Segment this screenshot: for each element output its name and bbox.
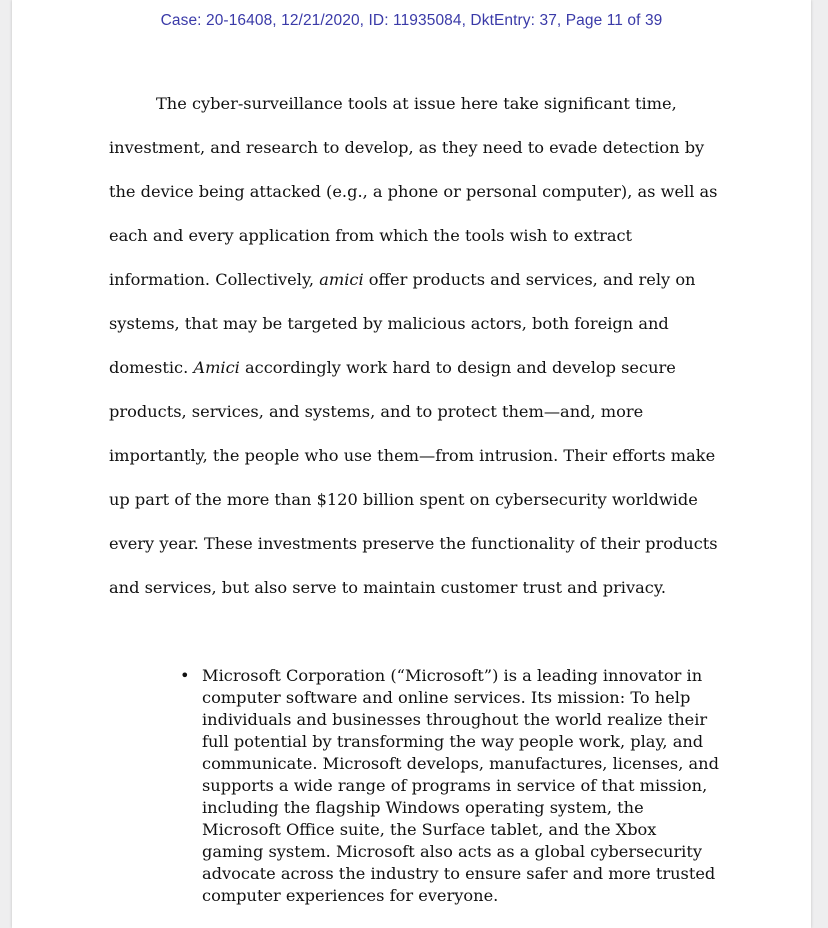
bullet-item-microsoft [180, 665, 722, 907]
document-page [12, 0, 811, 928]
case-header: Case: 20-16408, 12/21/2020, ID: 11935084, DktEntry: 37, Page 11 of 39 [160, 12, 663, 29]
paragraph-text-part-2: offer products and services, and rely on systems, that may be targeted by malicious actors, both foreign and domestic. [109, 270, 696, 377]
bullet-text: Microsoft Corporation (“Microsoft”) is a leading innovator in computer software and online services. Its mission: To help individuals and businesses throughout the world realize their full potential by transforming the way people work, play, and communicate. Microsoft develops, manufactures, licenses, and supports a wide range of programs in service of that mission, including the flagship Windows operating system, the Microsoft Office suite, the Surface tablet, and the Xbox gaming system. Microsoft also acts as a global cybersecurity advocate across the industry to ensure safer and more trusted computer experiences for everyone. [202, 666, 719, 905]
paragraph-italic-amici: amici [319, 270, 364, 289]
bullet-point-icon: • [180, 666, 190, 685]
paragraph-text-part-1: The cyber-surveillance tools at issue here take significant time, investment, and research to develop, as they need to evade detection by the device being attacked (e.g., a phone or personal computer), as well as each and every application from which the tools wish to extract information. Collectively, [109, 94, 718, 289]
body-paragraph [109, 82, 719, 610]
paragraph-text-part-3: accordingly work hard to design and develop secure products, services, and systems, and to protect them—and, more importantly, the people who use them—from intrusion. Their efforts make up part of the more than $120 billion spent on cybersecurity worldwide every year. These investments preserve the functionality of their products and services, but also serve to maintain customer trust and privacy. [109, 358, 718, 597]
paragraph-italic-amici-capitalized: Amici [193, 358, 240, 377]
